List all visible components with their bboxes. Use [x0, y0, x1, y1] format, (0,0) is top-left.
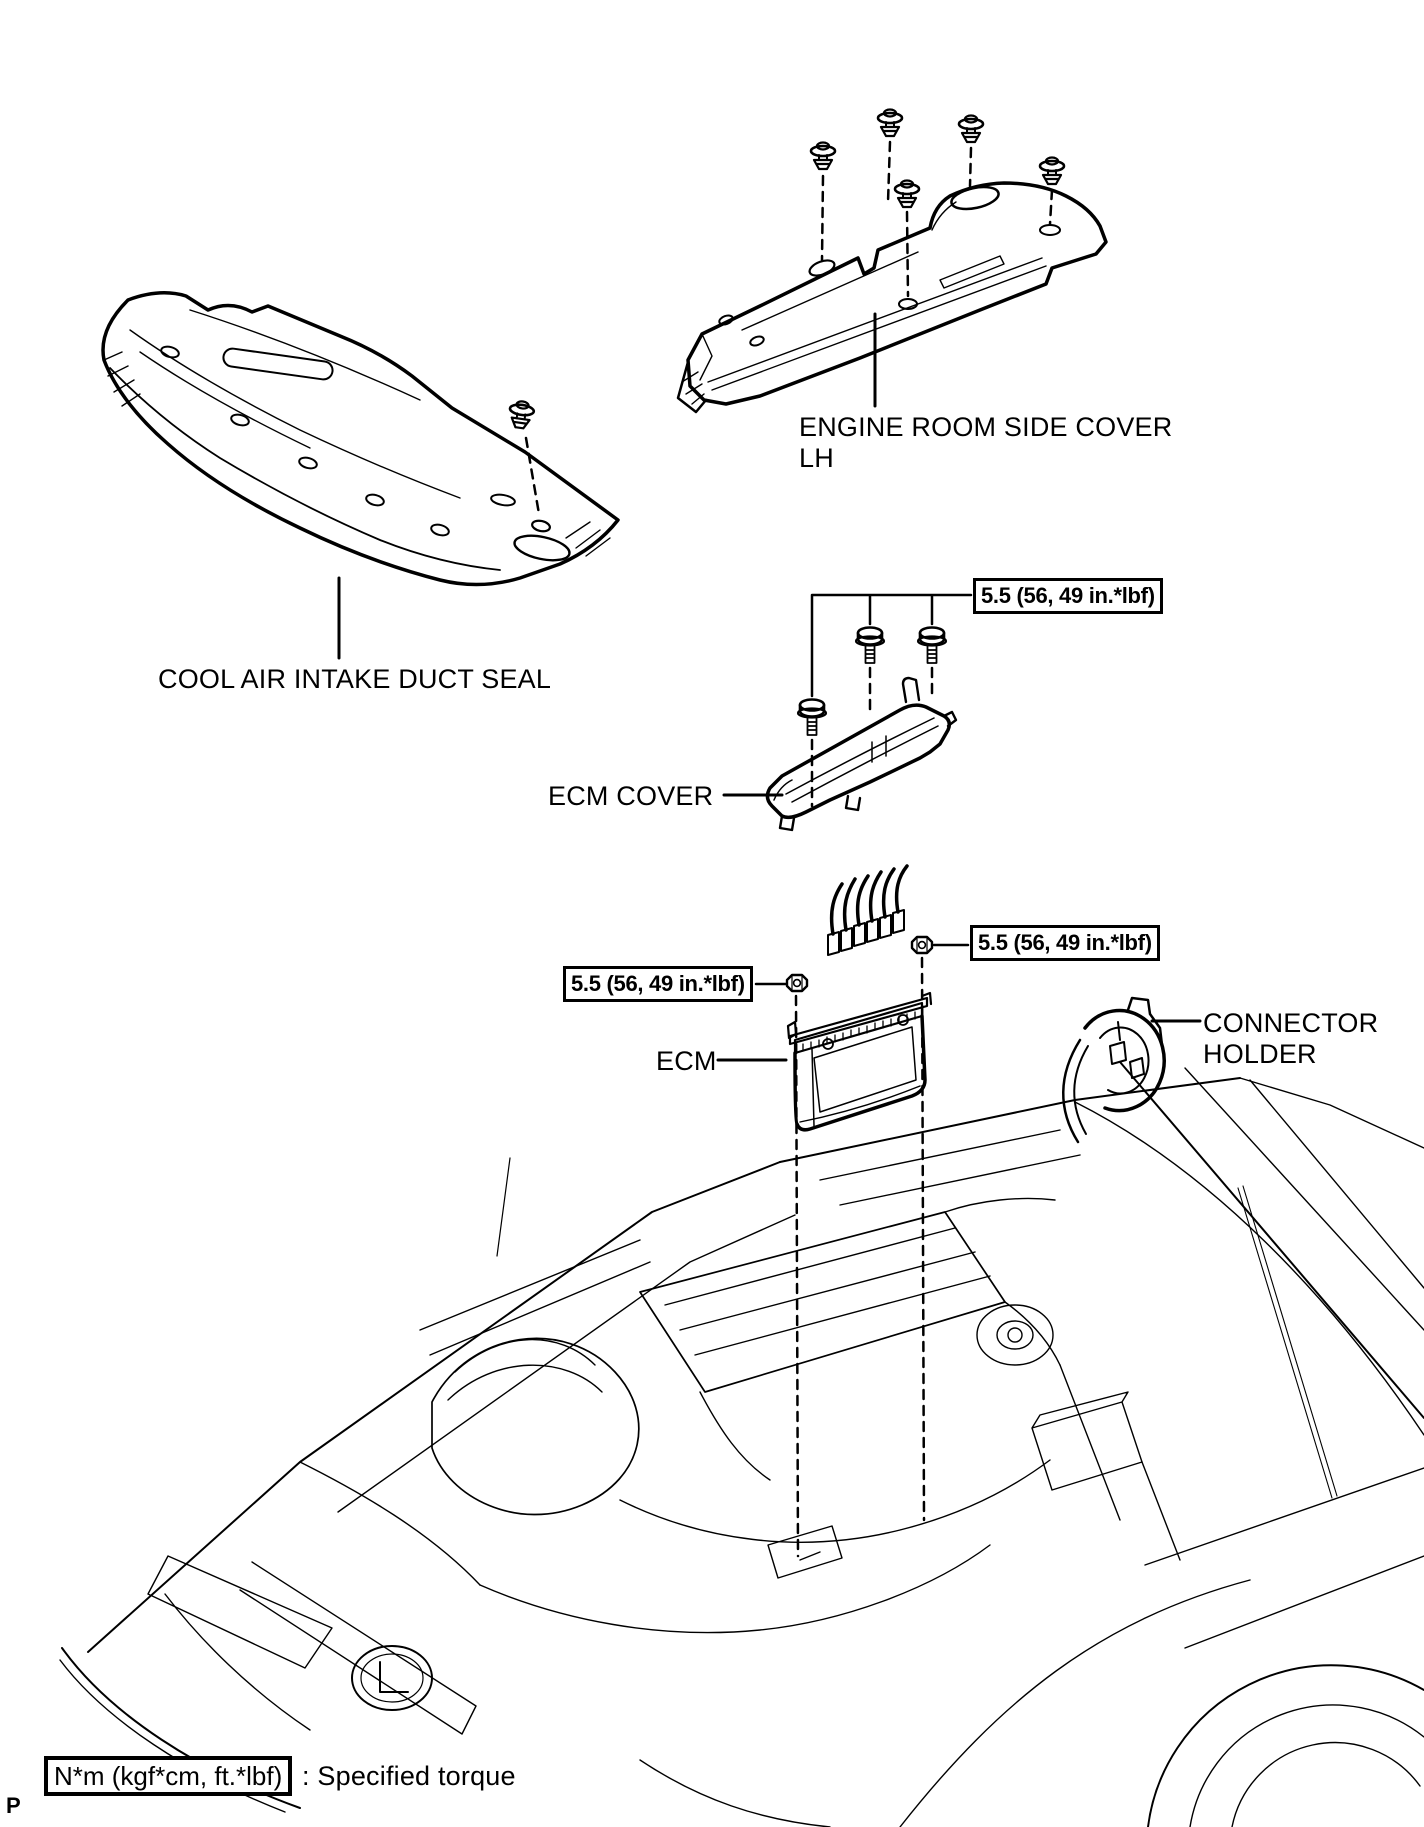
side-cover-clips [811, 110, 1064, 208]
torque-legend-box: N*m (kgf*cm, ft.*lbf) [44, 1756, 292, 1796]
ecm-drawing [788, 993, 931, 1130]
torque-spec-ecm-cover-bolts: 5.5 (56, 49 in.*lbf) [973, 578, 1163, 614]
engine-room-side-cover-label-line1: ENGINE ROOM SIDE COVER [799, 412, 1173, 442]
ecm-cover-label: ECM COVER [548, 781, 714, 811]
duct-seal-clip-dashed-line [526, 438, 539, 514]
engine-room-side-cover-label-line2: LH [799, 443, 834, 473]
ecm-label: ECM [656, 1046, 717, 1076]
ecm-right-nut [912, 937, 932, 953]
engine-room-side-cover-drawing [678, 183, 1106, 412]
ecm-cover-bolt-dashed-lines [812, 668, 932, 806]
ecm-cover-torque-bracket [812, 595, 971, 696]
ecm-left-nut [787, 975, 807, 991]
torque-legend-description: : Specified torque [302, 1761, 516, 1791]
torque-spec-ecm-right-nut: 5.5 (56, 49 in.*lbf) [970, 925, 1160, 961]
duct-seal-clip [507, 400, 534, 430]
connector-holder-label-line2: HOLDER [1203, 1039, 1317, 1069]
cool-air-intake-duct-seal-drawing [103, 293, 618, 585]
ecm-connector-block-drawing [828, 866, 907, 955]
torque-spec-ecm-left-nut: 5.5 (56, 49 in.*lbf) [563, 966, 753, 1002]
connector-holder-drawing [1063, 998, 1164, 1142]
engine-room-side-cover-label [799, 412, 1172, 474]
page-marker: P [6, 1793, 21, 1818]
ecm-cover-bolts [798, 628, 946, 736]
ecm-cover-drawing [767, 678, 956, 830]
cool-air-intake-duct-seal-label: COOL AIR INTAKE DUCT SEAL [158, 664, 552, 694]
side-cover-clip-dashed-lines [822, 142, 1052, 296]
connector-holder-label-line1: CONNECTOR [1203, 1008, 1379, 1038]
connector-holder-label [1203, 1008, 1378, 1070]
engine-bay-drawing [60, 1062, 1424, 1827]
